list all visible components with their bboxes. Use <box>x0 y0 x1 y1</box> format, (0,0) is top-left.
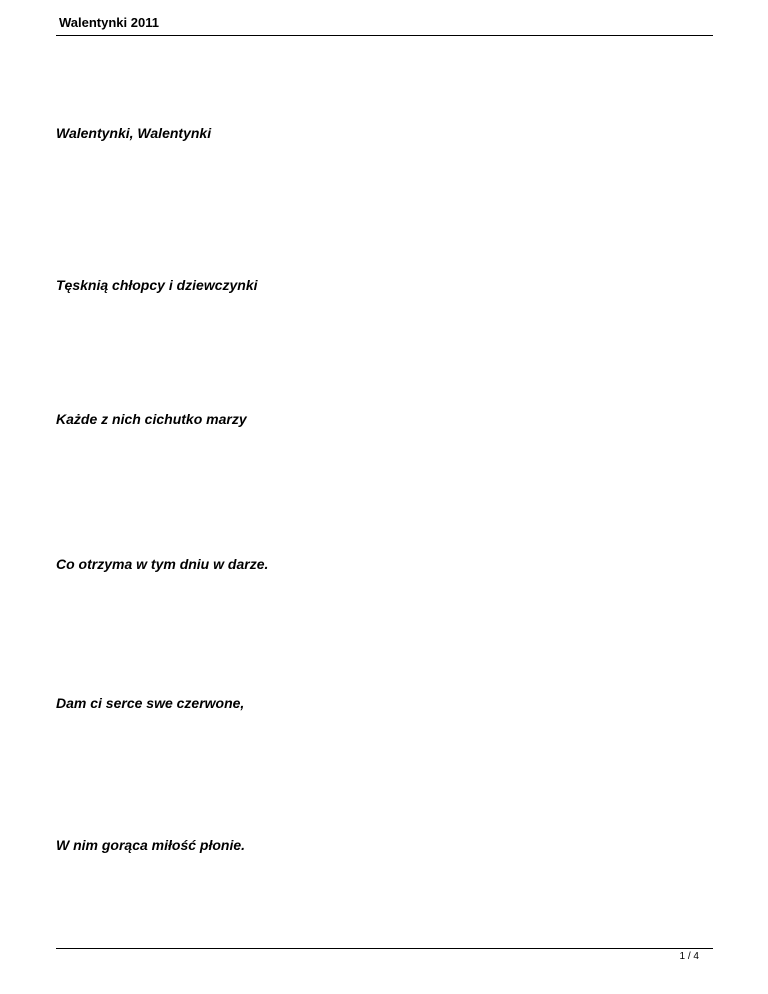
page-number: 1 / 4 <box>679 951 699 962</box>
poem-line-3: Każde z nich cichutko marzy <box>56 411 247 427</box>
poem-line-1: Walentynki, Walentynki <box>56 125 212 141</box>
page-header <box>56 13 713 36</box>
page-footer <box>56 948 713 969</box>
poem-line-4: Co otrzyma w tym dniu w darze. <box>56 556 269 572</box>
header-title: Walentynki 2011 <box>59 15 159 30</box>
poem-line-6: W nim gorąca miłość płonie. <box>56 837 246 853</box>
poem-line-5: Dam ci serce swe czerwone, <box>56 695 245 711</box>
poem-line-2: Tęsknią chłopcy i dziewczynki <box>56 277 258 293</box>
